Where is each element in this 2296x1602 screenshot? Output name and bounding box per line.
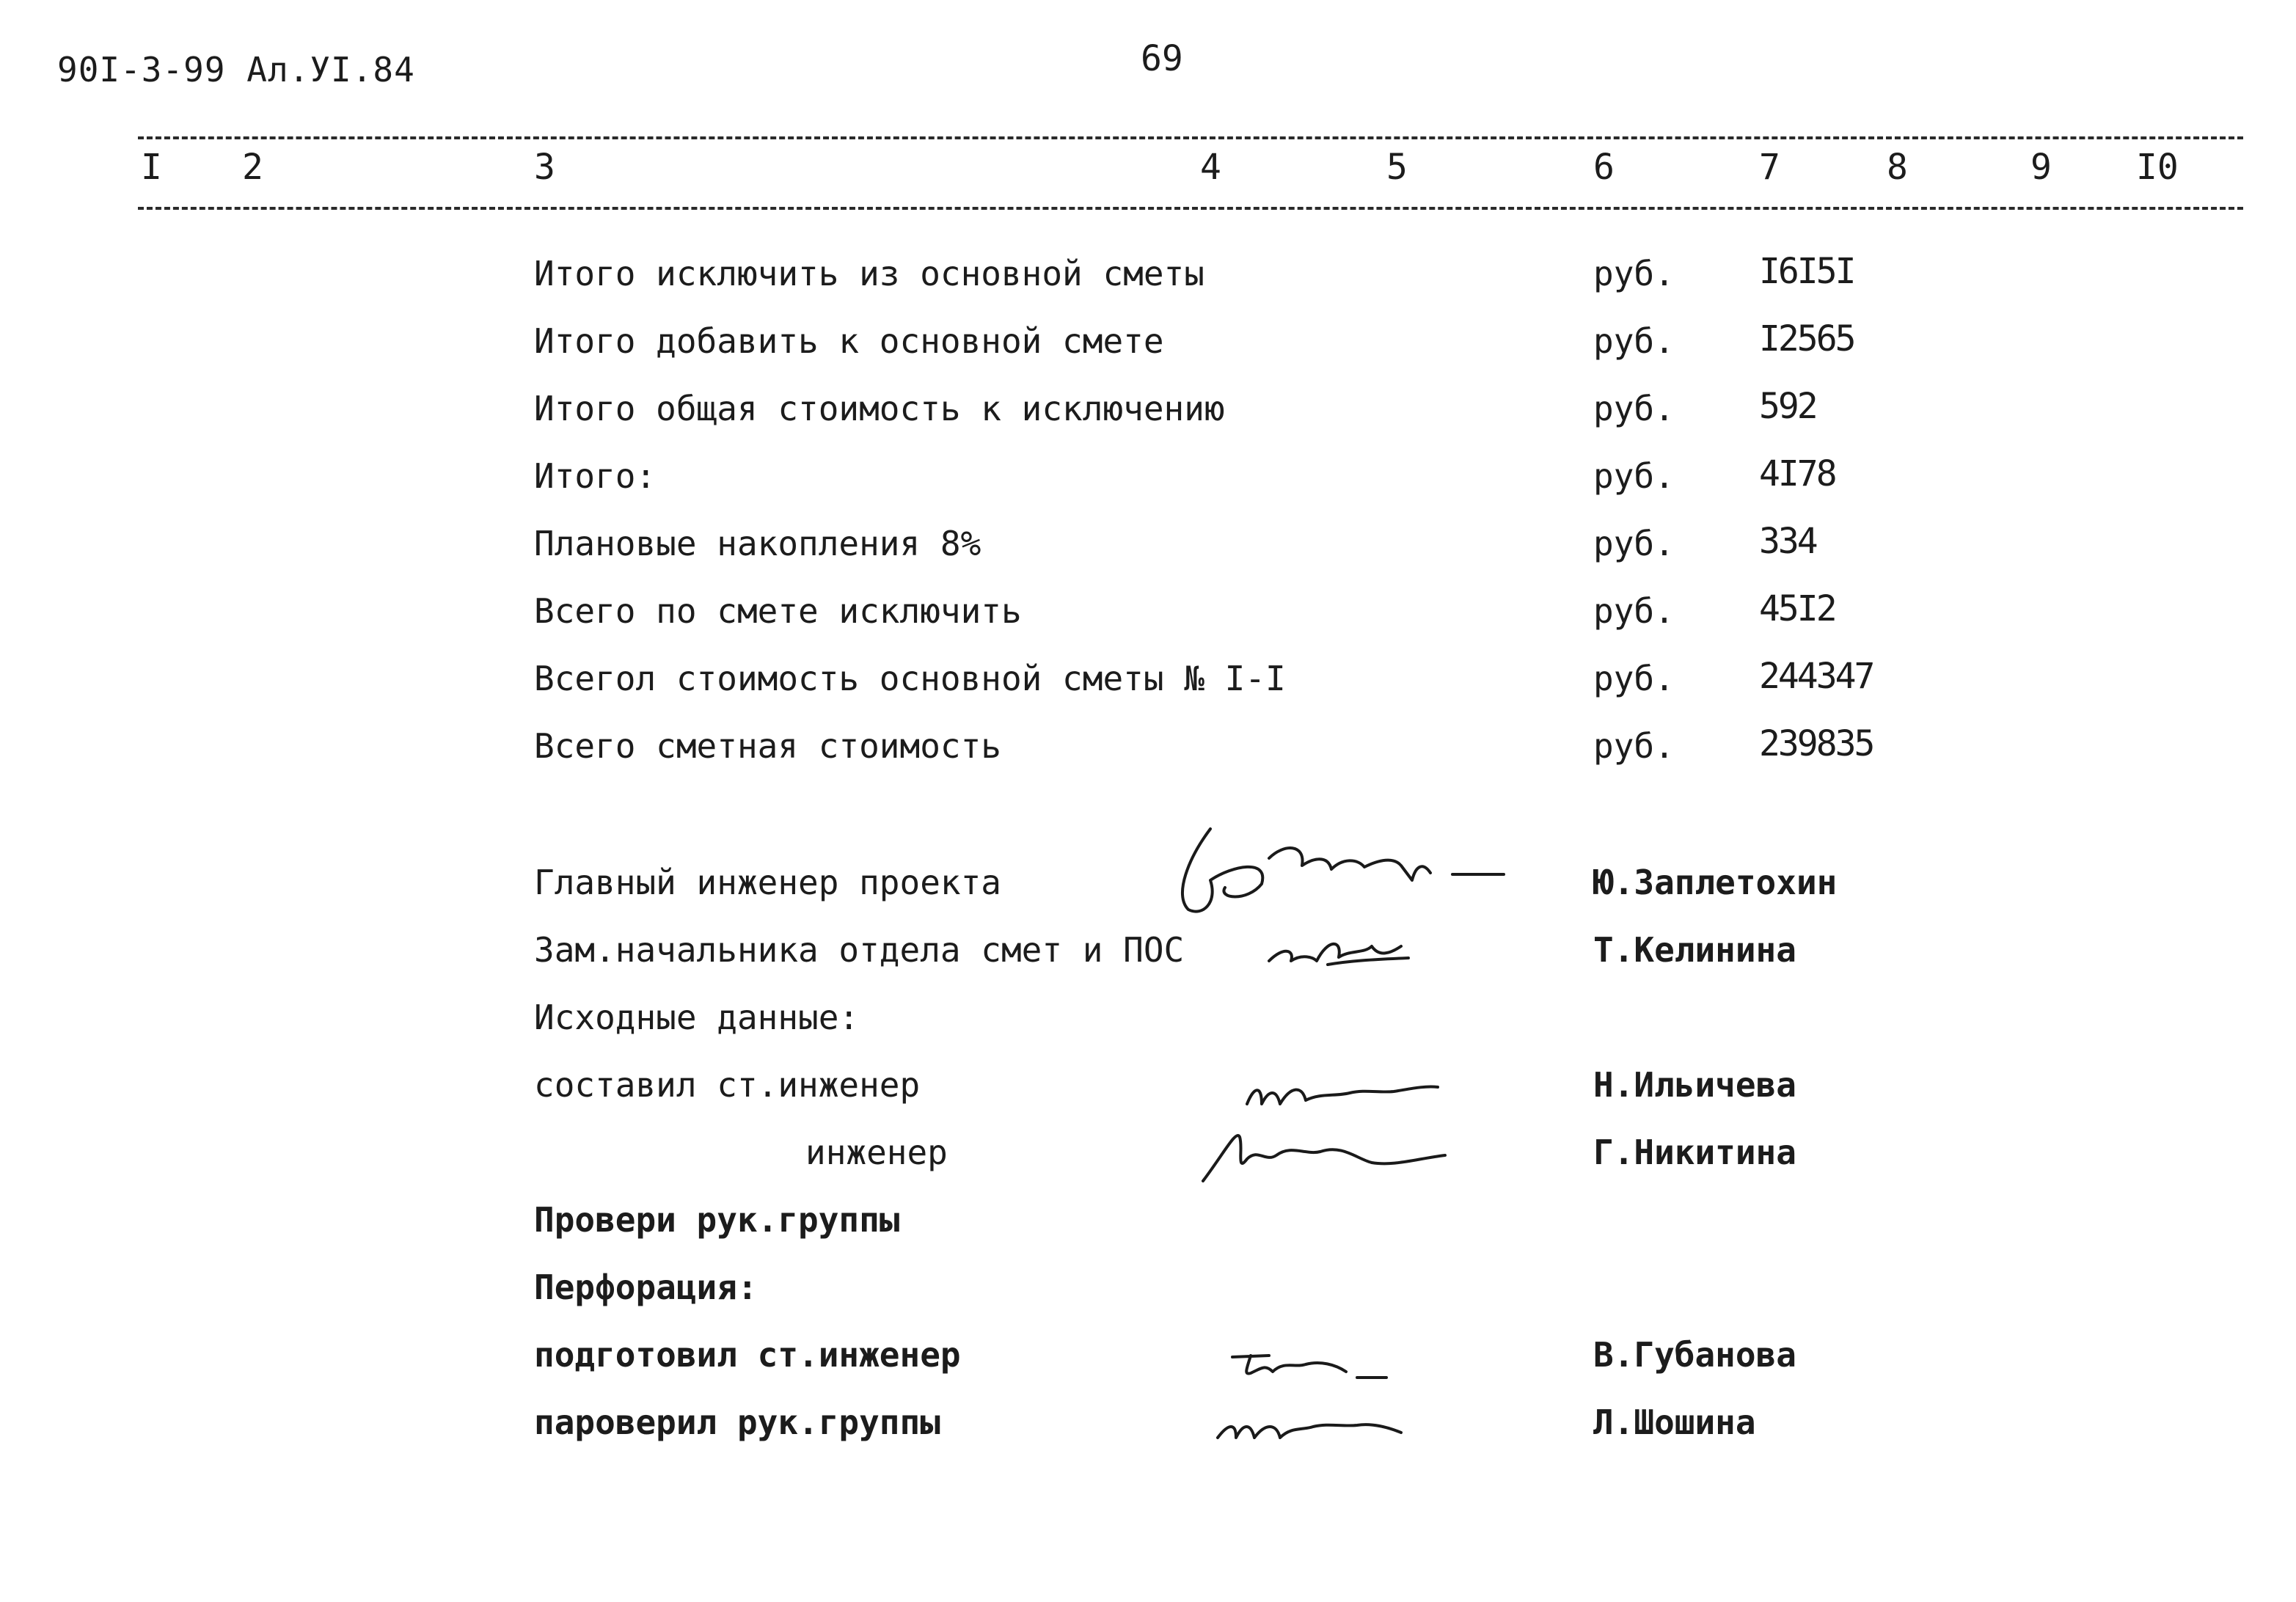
signatory-name: Н.Ильичева [1593, 1065, 1796, 1105]
column-number: 3 [534, 147, 555, 188]
signature-role: составил ст.инженер [534, 1065, 921, 1105]
total-value: 239835 [1759, 723, 1873, 764]
section-heading: Перфорация: [534, 1268, 758, 1307]
handwritten-signature [1210, 1405, 1430, 1449]
column-number: I0 [2136, 147, 2179, 188]
total-value: 45I2 [1759, 588, 1835, 629]
column-number: 6 [1593, 147, 1615, 188]
total-unit: руб. [1593, 659, 1675, 698]
signature-role: Провери рук.группы [534, 1200, 900, 1240]
signatory-name: В.Губанова [1593, 1335, 1796, 1375]
total-unit: руб. [1593, 456, 1675, 496]
section-heading: Исходные данные: [534, 998, 860, 1037]
page-number: 69 [1141, 38, 1183, 79]
handwritten-signature [1262, 924, 1423, 976]
total-unit: руб. [1593, 389, 1675, 428]
signatory-name: Г.Никитина [1593, 1133, 1796, 1172]
total-unit: руб. [1593, 524, 1675, 563]
total-label: Всегол стоимость основной сметы № I-I [534, 659, 1286, 698]
column-number: 4 [1200, 147, 1221, 188]
column-number: 7 [1759, 147, 1780, 188]
handwritten-signature [1196, 1122, 1460, 1188]
table-header-bottom-rule [138, 207, 2243, 210]
signatory-name: Т.Келинина [1593, 930, 1796, 970]
total-unit: руб. [1593, 254, 1675, 293]
column-number: 9 [2030, 147, 2052, 188]
total-label: Плановые накопления 8% [534, 524, 981, 563]
signature-role: пароверил рук.группы [534, 1402, 940, 1442]
column-number: 2 [242, 147, 263, 188]
total-label: Итого исключить из основной сметы [534, 254, 1204, 293]
signatory-name: Л.Шошина [1593, 1402, 1756, 1442]
total-label: Итого общая стоимость к исключению [534, 389, 1225, 428]
column-number: 5 [1386, 147, 1408, 188]
total-value: 334 [1759, 521, 1816, 562]
document-code: 90I-3-99 Ал.УI.84 [57, 50, 415, 89]
total-value: 244347 [1759, 656, 1873, 697]
total-unit: руб. [1593, 726, 1675, 766]
total-value: 4I78 [1759, 453, 1835, 494]
total-label: Всего сметная стоимость [534, 726, 1001, 766]
column-number: 8 [1887, 147, 1908, 188]
handwritten-signature [1159, 814, 1526, 924]
total-unit: руб. [1593, 591, 1675, 631]
signature-role: Главный инженер проекта [534, 863, 1001, 902]
column-number: I [141, 147, 162, 188]
handwritten-signature [1225, 1342, 1401, 1386]
total-label: Всего по смете исключить [534, 591, 1022, 631]
handwritten-signature [1240, 1064, 1460, 1115]
signature-role: инженер [805, 1133, 948, 1172]
total-unit: руб. [1593, 321, 1675, 361]
total-value: I2565 [1759, 318, 1854, 359]
total-value: 592 [1759, 386, 1816, 427]
signature-role: Зам.начальника отдела смет и ПОС [534, 930, 1185, 970]
signature-role: подготовил ст.инженер [534, 1335, 961, 1375]
table-header-top-rule [138, 136, 2243, 139]
signatory-name: Ю.Заплетохин [1593, 863, 1838, 902]
total-value: I6I5I [1759, 251, 1854, 292]
total-label: Итого: [534, 456, 657, 496]
total-label: Итого добавить к основной смете [534, 321, 1164, 361]
